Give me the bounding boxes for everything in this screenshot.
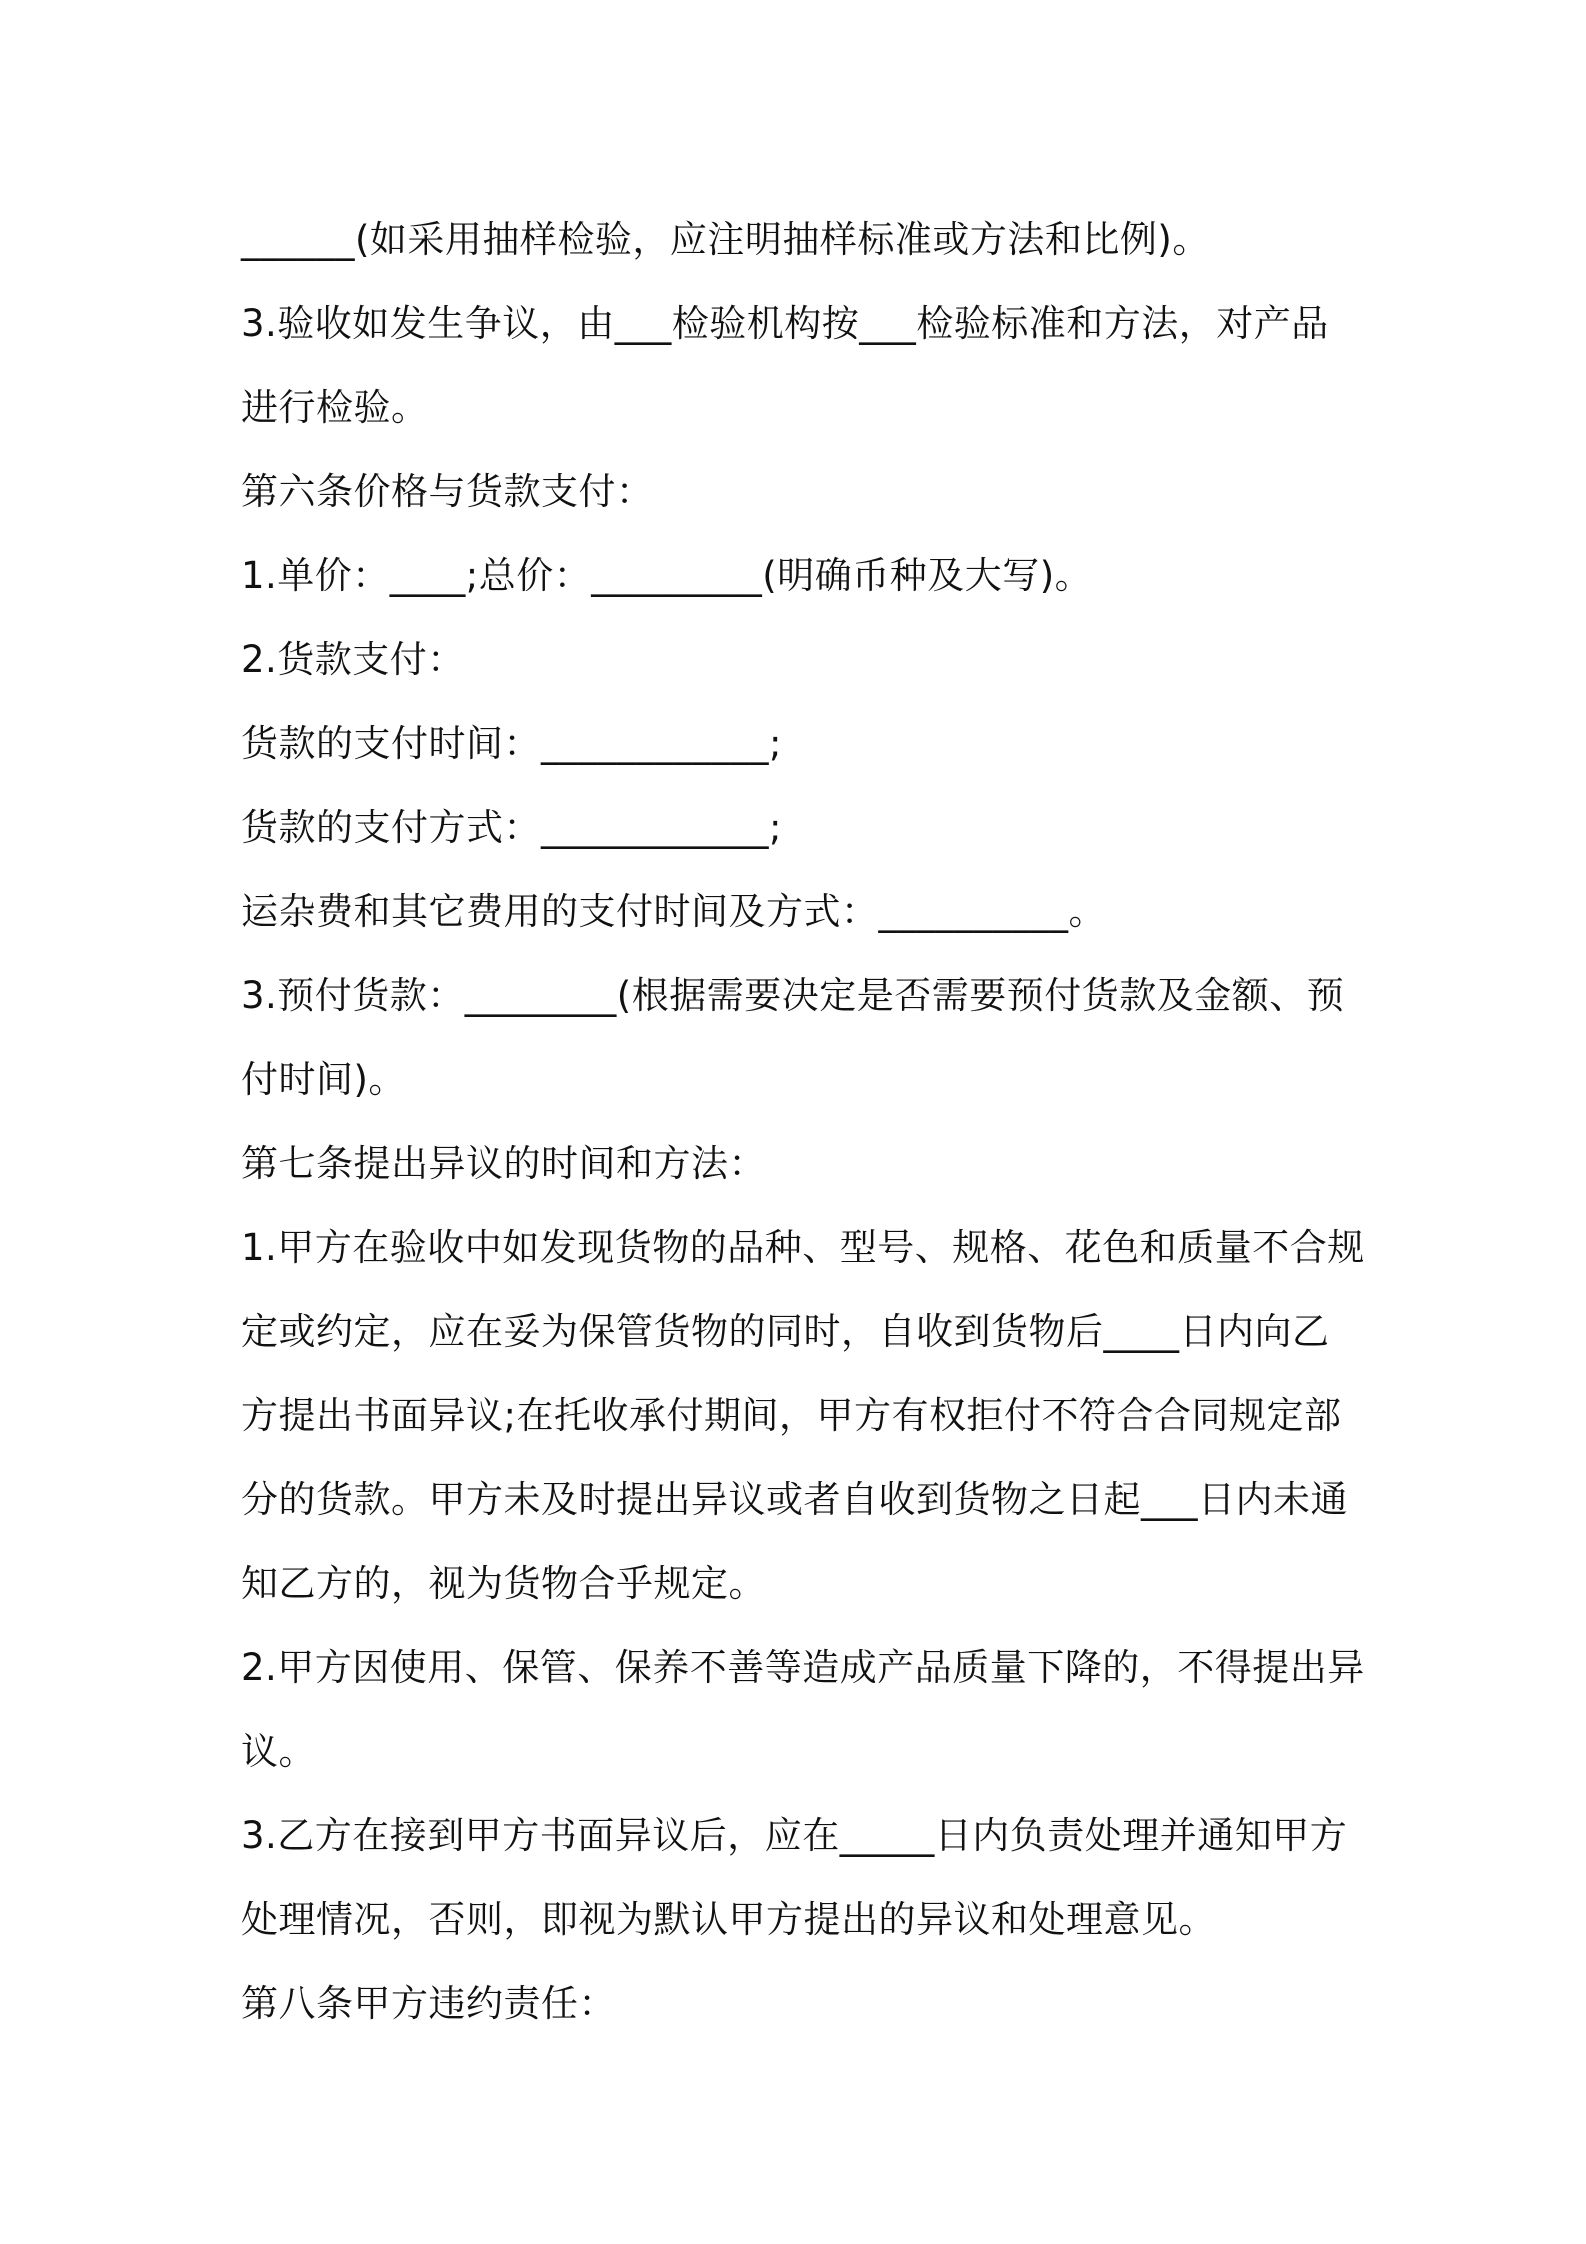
section-heading: 第八条甲方违约责任： — [241, 1982, 616, 2025]
text-line: 2.货款支付： — [241, 638, 465, 681]
text-line: 3.验收如发生争议，由___检验机构按___检验标准和方法，对产品 — [241, 302, 1329, 345]
text-line: 运杂费和其它费用的支付时间及方式：__________。 — [241, 890, 1106, 933]
text-line: 方提出书面异议;在托收承付期间，甲方有权拒付不符合合同规定部 — [241, 1394, 1342, 1437]
text-line: 知乙方的，视为货物合乎规定。 — [241, 1562, 766, 1605]
text-line: 货款的支付时间：____________; — [241, 722, 782, 765]
text-line: 进行检验。 — [241, 386, 429, 429]
text-line: 议。 — [241, 1730, 316, 1773]
section-heading: 第七条提出异议的时间和方法： — [241, 1142, 766, 1185]
text-line: 付时间)。 — [241, 1058, 406, 1101]
text-line: 分的货款。甲方未及时提出异议或者自收到货物之日起___日内未通 — [241, 1478, 1348, 1521]
section-heading: 第六条价格与货款支付： — [241, 470, 654, 513]
text-line: ______(如采用抽样检验，应注明抽样标准或方法和比例)。 — [241, 218, 1210, 261]
text-line: 3.预付货款：________(根据需要决定是否需要预付货款及金额、预 — [241, 974, 1345, 1017]
text-line: 处理情况，否则，即视为默认甲方提出的异议和处理意见。 — [241, 1898, 1216, 1941]
text-line: 1.甲方在验收中如发现货物的品种、型号、规格、花色和质量不合规 — [241, 1226, 1365, 1269]
text-line: 货款的支付方式：____________; — [241, 806, 782, 849]
text-line: 定或约定，应在妥为保管货物的同时，自收到货物后____日内向乙 — [241, 1310, 1330, 1353]
text-line: 1.单价：____;总价：_________(明确币种及大写)。 — [241, 554, 1093, 597]
text-line: 2.甲方因使用、保管、保养不善等造成产品质量下降的，不得提出异 — [241, 1646, 1365, 1689]
text-line: 3.乙方在接到甲方书面异议后，应在_____日内负责处理并通知甲方 — [241, 1814, 1348, 1857]
document-body — [241, 198, 1371, 2046]
